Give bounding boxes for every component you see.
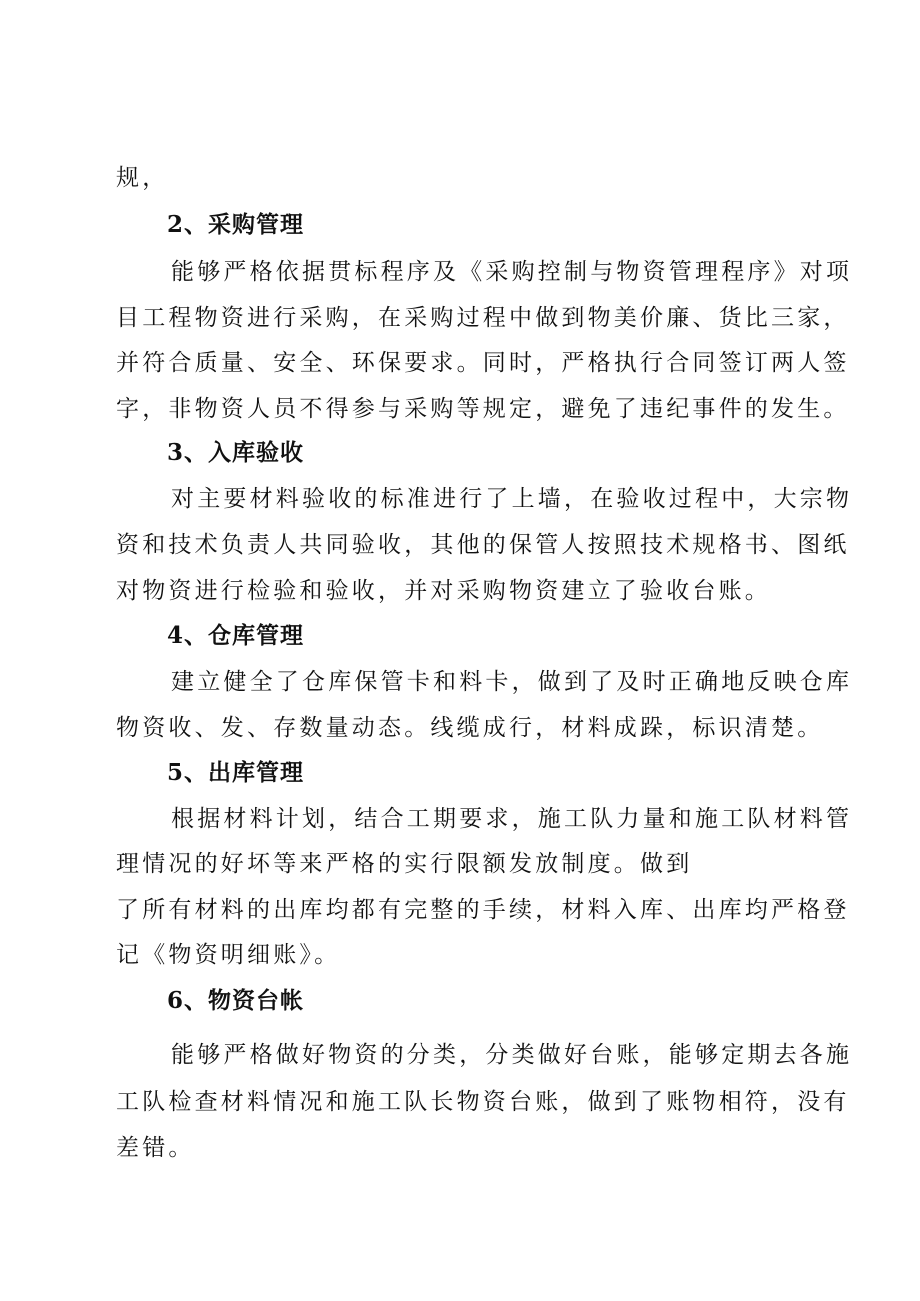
section-heading-ledger: 6、物资台帐 xyxy=(167,987,305,1014)
section-heading-inbound-inspection: 3、入库验收 xyxy=(167,439,305,466)
section-heading-outbound: 5、出库管理 xyxy=(167,759,305,786)
section-heading-warehouse: 4、仓库管理 xyxy=(167,622,305,649)
paragraph-line: 资和技术负责人共同验收，其他的保管人按照技术规格书、图纸 xyxy=(116,532,850,558)
paragraph-line: 对主要材料验收的标准进行了上墙，在验收过程中，大宗物 xyxy=(171,486,853,512)
paragraph-line: 工队检查材料情况和施工队长物资台账，做到了账物相符，没有 xyxy=(116,1089,850,1115)
paragraph-line: 了所有材料的出库均都有完整的手续，材料入库、出库均严格登 xyxy=(116,897,850,923)
paragraph-line: 字，非物资人员不得参与采购等规定，避免了违纪事件的发生。 xyxy=(116,396,850,422)
paragraph-line: 物资收、发、存数量动态。线缆成行，材料成跺，标识清楚。 xyxy=(116,715,824,741)
paragraph-line: 能够严格依据贯标程序及《采购控制与物资管理程序》对项 xyxy=(171,259,853,285)
paragraph-line: 建立健全了仓库保管卡和料卡，做到了及时正确地反映仓库 xyxy=(171,669,853,695)
paragraph-line: 记《物资明细账》。 xyxy=(116,942,341,968)
paragraph-line: 根据材料计划，结合工期要求，施工队力量和施工队材料管 xyxy=(171,806,853,832)
section-heading-purchasing: 2、采购管理 xyxy=(167,211,305,238)
lead-line: 规， xyxy=(116,165,169,191)
paragraph-line: 能够严格做好物资的分类，分类做好台账，能够定期去各施 xyxy=(171,1042,853,1068)
paragraph-line: 对物资进行检验和验收，并对采购物资建立了验收台账。 xyxy=(116,578,771,604)
paragraph-line: 并符合质量、安全、环保要求。同时，严格执行合同签订两人签 xyxy=(116,350,850,376)
paragraph-line: 理情况的好坏等来严格的实行限额发放制度。做到 xyxy=(116,851,693,877)
paragraph-line: 目工程物资进行采购，在采购过程中做到物美价廉、货比三家， xyxy=(116,305,850,331)
paragraph-line: 差错。 xyxy=(116,1135,195,1161)
